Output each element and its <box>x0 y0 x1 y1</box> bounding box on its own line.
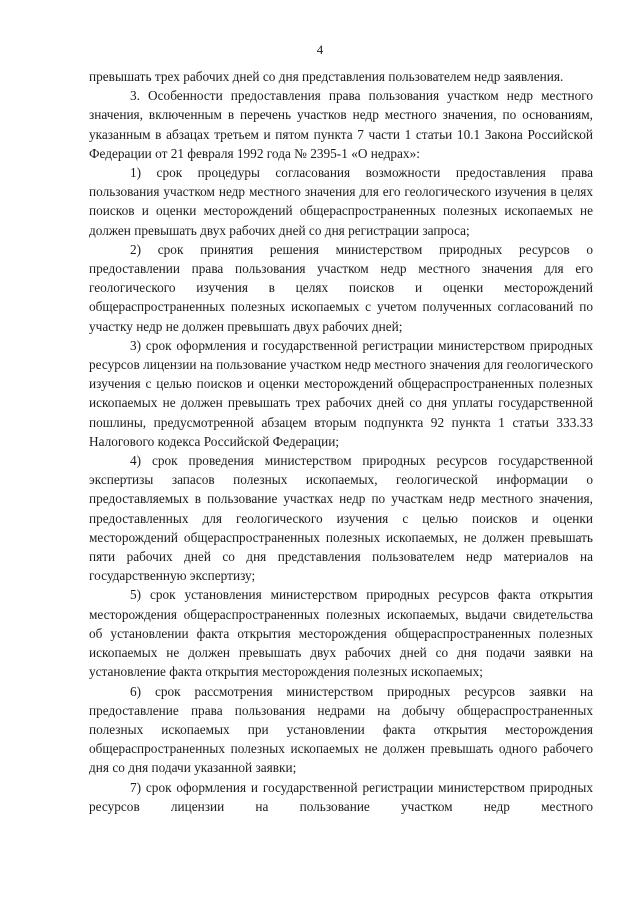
paragraph-item-3: 3) срок оформления и государственной регистрации министерством природных ресурсов лицензии на пользование участком недр местного значения для геологического изучения с целью поисков и оценки месторождений общераспространенных полезных ископаемых не должен превышать трех рабочих дней со дня уплаты государственной пошлины, предусмотренной абзацем вторым подпункта 92 пункта 1 статьи 333.33 Налогового кодекса Российской Федерации; <box>89 337 593 449</box>
paragraph-item-6: 6) срок рассмотрения министерством природных ресурсов заявки на предоставление права пользования недрами на добычу общераспространенных полезных ископаемых при установлении факта открытия месторождения общераспространенных полезных ископаемых не должен превышать одного рабочего дня со дня подачи указанной заявки; <box>89 683 593 776</box>
paragraph-section-3: 3. Особенности предоставления права пользования участком недр местного значения, включенным в перечень участков недр местного значения, по основаниям, указанным в абзацах третьем и пятом пункта 7 части 1 статьи 10.1 Закона Российской Федерации от 21 февраля 1992 года № 2395-1 «О недрах»: <box>89 88 593 161</box>
paragraph-continuation: превышать трех рабочих дней со дня представления пользователем недр заявления. <box>89 69 564 84</box>
paragraph-item-5: 5) срок установления министерством природных ресурсов факта открытия месторождения общераспространенных полезных ископаемых, выдачи свидетельства об установлении факта открытия месторождения общераспространенных полезных ископаемых не должен превышать двух рабочих дней со дня подачи заявки на установление факта открытия месторождения полезных ископаемых; <box>89 587 593 680</box>
page-number: 4 <box>316 42 324 57</box>
paragraph-item-2: 2) срок принятия решения министерством природных ресурсов о предоставлении права пользования участком недр местного значения для его геологического изучения в целях поисков и оценки месторождений общераспространенных полезных ископаемых с учетом полученных согласований по участку недр не должен превышать двух рабочих дней; <box>89 241 593 334</box>
paragraph-item-1: 1) срок процедуры согласования возможности предоставления права пользования участком недр местного значения для его геологического изучения в целях поисков и оценки месторождений общераспространенных полезных ископаемых не должен превышать двух рабочих дней со дня регистрации запроса; <box>89 165 593 238</box>
paragraph-item-7: 7) срок оформления и государственной регистрации министерством природных ресурсов лицензии на пользование участком недр местного <box>89 779 593 814</box>
document-body <box>89 67 593 816</box>
paragraph-item-4: 4) срок проведения министерством природных ресурсов государственной экспертизы запасов полезных ископаемых, геологической информации о предоставляемых в пользование участках недр по участкам недр местного значения, предоставленных для геологического изучения с целью поисков и оценки месторождений общераспространенных полезных ископаемых, не должен превышать пяти рабочих дней со дня представления пользователем недр материалов на государственную экспертизу; <box>89 453 593 584</box>
